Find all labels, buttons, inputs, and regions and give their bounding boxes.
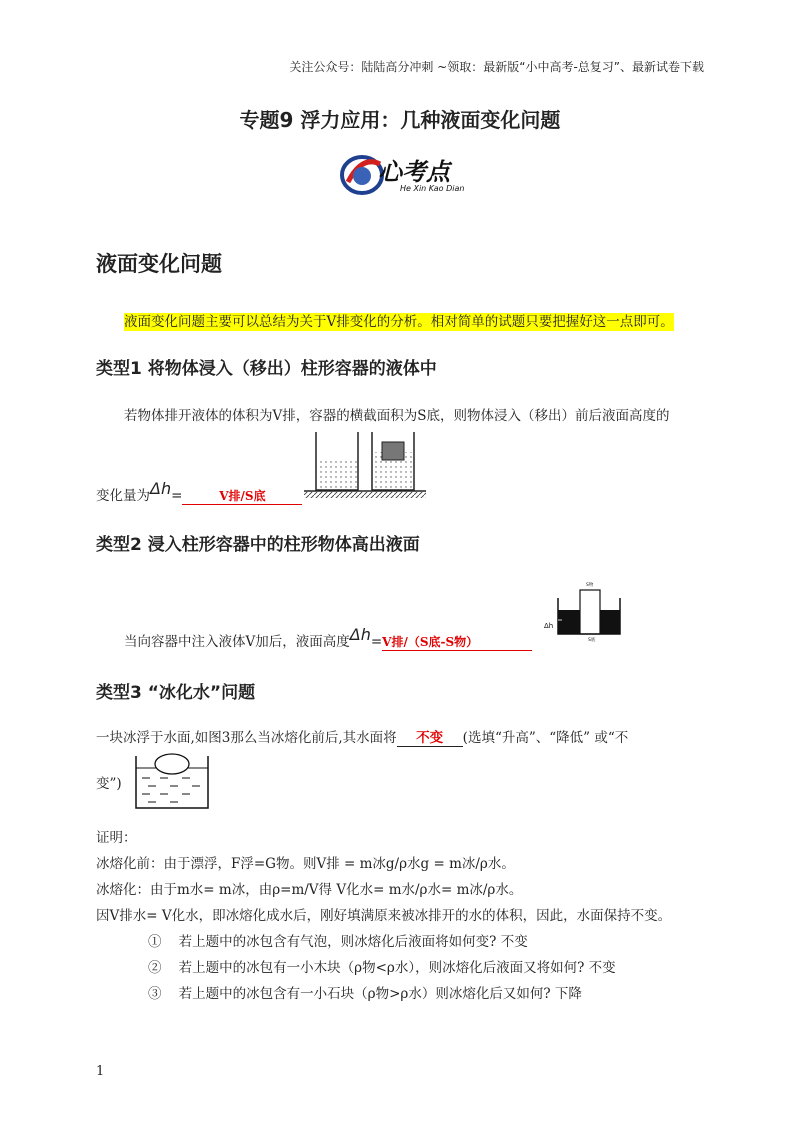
page-title: 专题9 浮力应用：几种液面变化问题 — [239, 108, 561, 132]
page-number: 1 — [96, 1064, 105, 1079]
intro-text: 液面变化问题主要可以总结为关于V排变化的分析。相对简单的试题只要把握好这一点即可。 — [124, 314, 674, 330]
type1-desc: 若物体排开液体的体积为V排，容器的横截面积为S底，则物体浸入（移出）前后液面高度的 — [124, 408, 670, 424]
type2-desc: 当向容器中注入液体V加后，液面高度 — [124, 634, 350, 650]
section-heading: 液面变化问题 — [96, 252, 222, 276]
type1-answer: V排/S底 — [182, 487, 302, 505]
list-item-text: 若上题中的冰包有一小木块（ρ物<ρ水），则冰熔化后液面又将如何? 不变 — [178, 960, 616, 976]
proof-line-1: 冰熔化前：由于漂浮，F浮=G物。则V排 = m冰g/ρ水g = m冰/ρ水。 — [96, 856, 515, 872]
equals: = — [171, 488, 183, 504]
intro-highlight — [124, 310, 674, 330]
change-label: 变化量为 — [96, 488, 150, 504]
list-item-number: ① — [148, 934, 162, 950]
type1-formula — [96, 479, 302, 505]
type2-answer: V排/（S底-S物） — [382, 633, 532, 651]
delta-h-label: Δh — [544, 622, 554, 630]
type3-question-options: (选填“升高”、“降低” 或“不 — [462, 730, 629, 746]
beaker-diagram — [304, 430, 434, 500]
delta-h: Δh — [150, 479, 172, 498]
type3-question-end: 变”) — [96, 776, 122, 792]
list-item-number: ② — [148, 960, 162, 976]
type2-formula — [124, 625, 532, 651]
list-item-number: ③ — [148, 986, 162, 1002]
list-item — [148, 956, 616, 976]
logo — [340, 150, 470, 200]
type3-answer: 不变 — [397, 726, 463, 747]
ice-in-water-diagram — [134, 752, 210, 810]
proof-line-3: 因V排水= V化水，即冰熔化成水后，刚好填满原来被冰排开的水的体积，因此，水面保持不变。 — [96, 908, 672, 924]
delta-h: Δh — [349, 625, 371, 644]
type3-question — [96, 726, 628, 747]
proof-line-2: 冰熔化：由于m水= m冰，由ρ=m/V得 V化水= m水/ρ水= m冰/ρ水。 — [96, 882, 523, 898]
list-item — [148, 982, 582, 1002]
column-container-diagram — [542, 578, 624, 642]
s-bottom-label: S底 — [588, 638, 596, 642]
equals: = — [370, 634, 383, 650]
page-header: 关注公众号：陆陆高分冲刺 ~领取：最新版“小中高考-总复习”、最新试卷下载 — [289, 60, 704, 74]
proof-label: 证明： — [96, 830, 137, 846]
logo-text: 心考点 — [378, 157, 450, 186]
list-item-text: 若上题中的冰包含有气泡，则冰熔化后液面将如何变? 不变 — [178, 934, 528, 950]
type3-heading: 类型3 “冰化水”问题 — [96, 683, 256, 703]
s-object-label: S物 — [586, 583, 594, 588]
type2-heading: 类型2 浸入柱形容器中的柱形物体高出液面 — [96, 535, 420, 555]
type3-question-text: 一块冰浮于水面,如图3那么当冰熔化前后,其水面将 — [96, 730, 397, 746]
logo-subtext: He Xin Kao Dian — [400, 184, 465, 193]
list-item — [148, 930, 528, 950]
list-item-text: 若上题中的冰包含有一小石块（ρ物>ρ水）则冰熔化后又如何? 下降 — [178, 986, 582, 1002]
type1-heading: 类型1 将物体浸入（移出）柱形容器的液体中 — [96, 359, 437, 379]
